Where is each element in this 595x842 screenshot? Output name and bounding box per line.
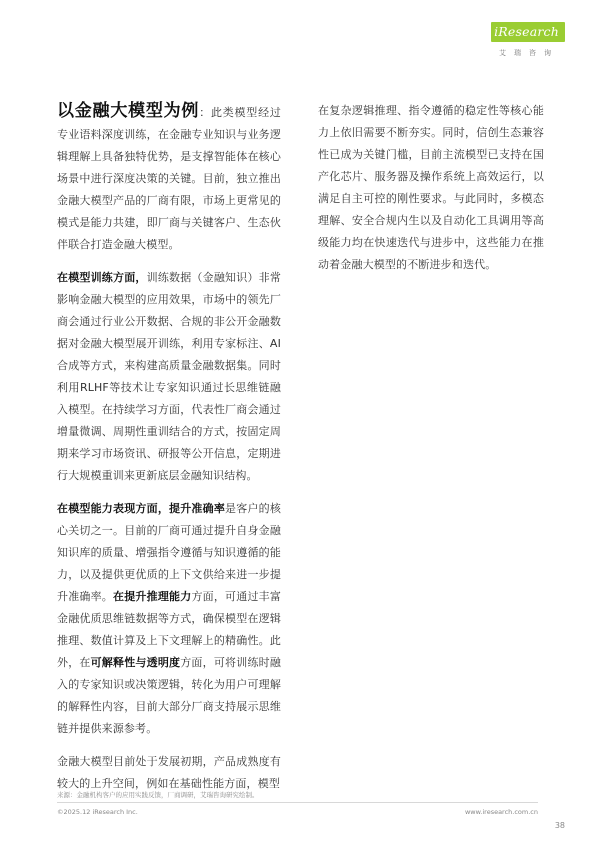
paragraph-text: 方面，可将训练时融入的专家知识或决策逻辑，转化为用户可理解的解释性内容，目前大部分厂商支持展示思维链并提供来源参考。 <box>57 656 281 735</box>
logo-text: iResearch <box>494 24 559 39</box>
paragraph-text: 是客户的核心关切之一。目前的厂商可通过提升自身金融知识库的质量、增强指令遵循与知识遵循的能力，以及提供更优质的上下文供给来进一步提升准确率。 <box>57 502 282 603</box>
paragraph-text: 方面，可通过丰富金融优质思维链数据等方式，确保模型在逻辑推理、数值计算及上下文理解上的精确性。此外，在 <box>57 590 281 669</box>
paragraph-text: ：此类模型经过专业语料深度训练，在金融专业知识与业务逻辑理解上具备独特优势，是支撑智能体在核心场景中进行深度决策的关键。目前，独立推出金融大模型产品的厂商有限，市场上更常见的模式是能力共建，即厂商与关键客户、生态伙伴联合打造金融大模型。 <box>57 106 281 251</box>
website-link[interactable]: www.iresearch.com.cn <box>464 808 538 816</box>
iresearch-logo <box>485 22 565 64</box>
paragraph-intro <box>57 100 281 256</box>
paragraph-text: 金融大模型目前处于发展初期，产品成熟度有较大的上升空间，例如在基础性能方面，模型 <box>57 755 281 790</box>
lead-heading: 以金融大模型为例 <box>57 101 200 121</box>
paragraph-text: 训练数据（金融知识）非常影响金融大模型的应用效果，市场中的领先厂商会通过行业公开数据、合规的非公开金融数据对金融大模型展开训练，利用专家标注、AI合成等方式，来构建高质量金融数据集。同时利用RLHF等技术让专家知识通过长思维链融入模型。在持续学习方面，代表性厂商会通过增量微调、周期性重训结合的方式，按固定周期来学习市场资讯、研报等公开信息，定期进行大规模重训来更新底层金融知识结构。 <box>57 271 281 482</box>
bold-phrase: 在提升推理能力 <box>113 590 192 603</box>
paragraph-training <box>57 267 281 487</box>
footer-divider <box>57 802 538 803</box>
paragraph-capability <box>57 498 281 740</box>
bold-phrase: 可解释性与透明度 <box>90 656 181 669</box>
paragraph-outlook <box>57 751 281 795</box>
paragraph-continuation <box>318 100 544 276</box>
right-column <box>318 100 544 287</box>
source-note: 来源：金融机构客户的应用实践反馈，厂商调研，艾瑞咨询研究绘制。 <box>57 791 259 799</box>
logo-chinese-text: 艾瑞咨询 <box>499 49 559 57</box>
paragraph-text: 在复杂逻辑推理、指令遵循的稳定性等核心能力上依旧需要不断夯实。同时，信创生态兼容性已成为关键门槛，目前主流模型已支持在国产化芯片、服务器及操作系统上高效运行，以满足自主可控的刚性要求。与此同时，多模态理解、安全合规内生以及自动化工具调用等高级能力均在快速迭代与进步中，这些能力在推动着金融大模型的不断进步和迭代。 <box>318 104 544 271</box>
copyright-text: ©2025.12 iResearch Inc. <box>57 808 138 816</box>
left-column <box>57 100 281 806</box>
bold-phrase: 在模型训练方面， <box>57 271 147 284</box>
page-number: 38 <box>554 821 565 830</box>
bold-phrase: 在模型能力表现方面，提升准确率 <box>57 502 226 515</box>
